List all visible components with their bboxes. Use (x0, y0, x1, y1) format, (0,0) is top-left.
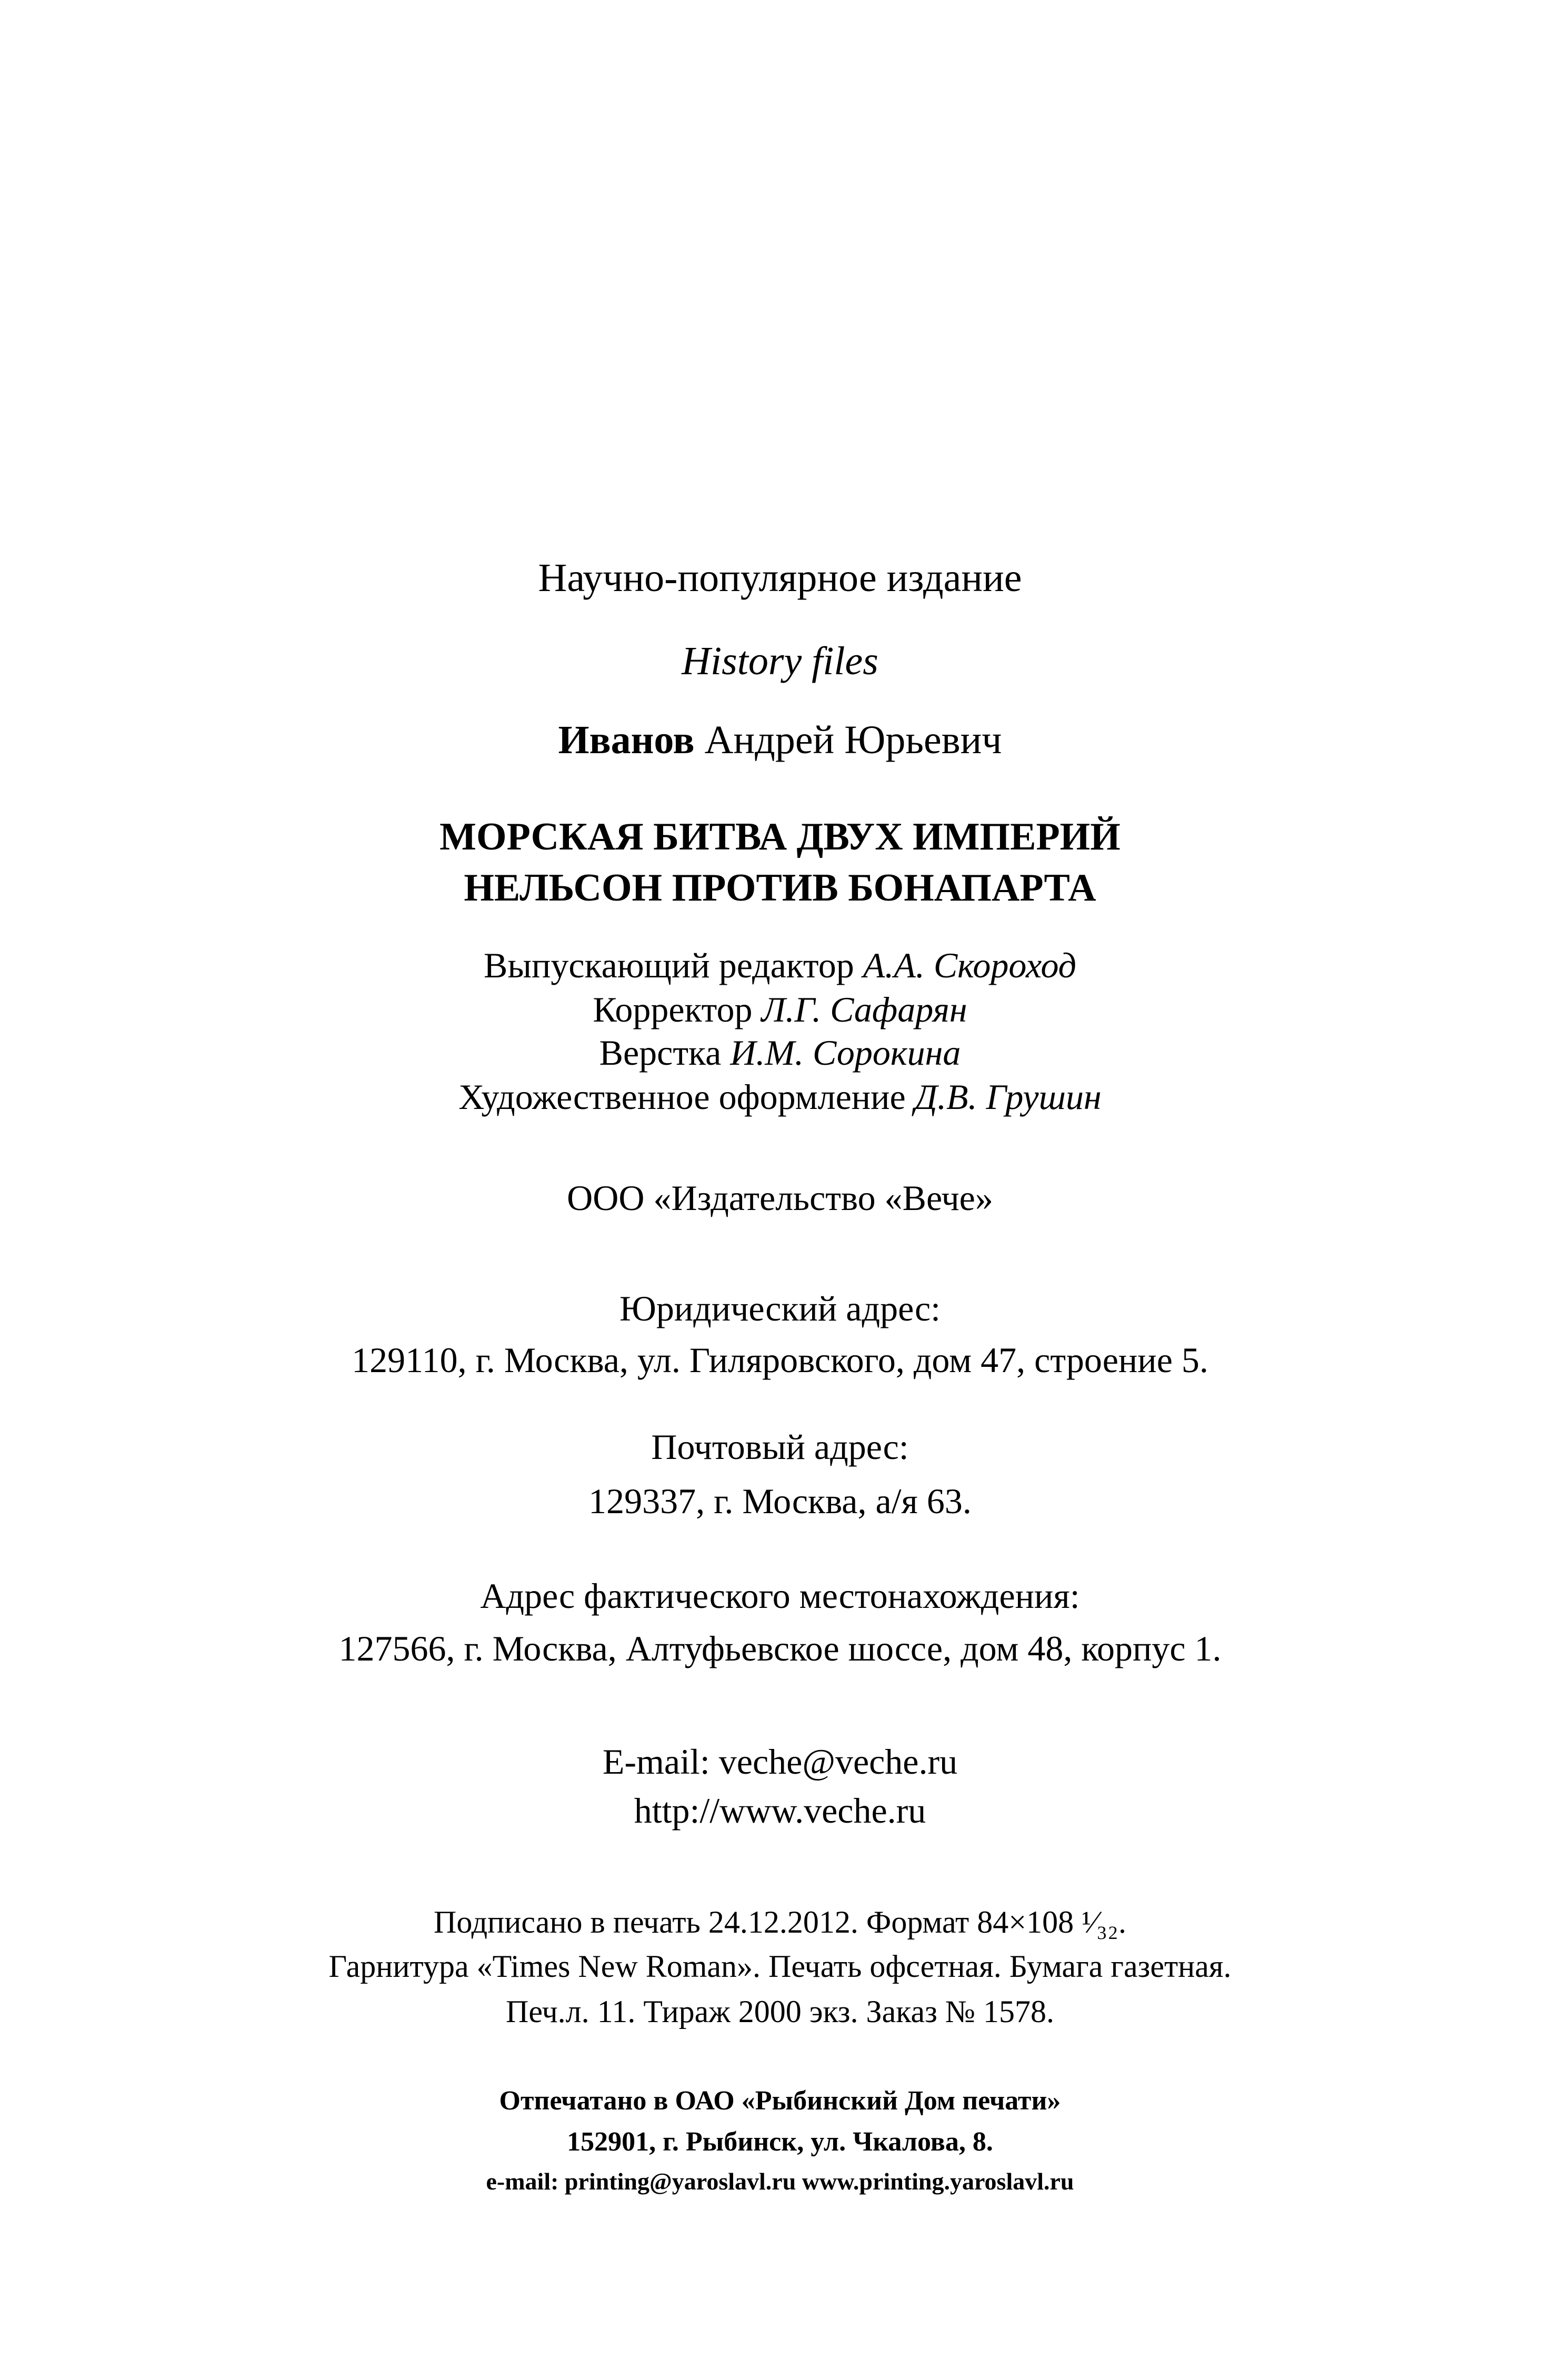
credit-person: Д.В. Грушин (914, 1077, 1102, 1117)
contact-website: http://www.veche.ru (634, 1791, 926, 1831)
book-title-line1: МОРСКАЯ БИТВА ДВУХ ИМПЕРИЙ (439, 815, 1121, 858)
credit-layout (0, 1035, 1560, 1071)
postal-address-value: 129337, г. Москва, а/я 63. (588, 1481, 972, 1521)
credit-person: И.М. Сорокина (730, 1033, 961, 1073)
edition-type: Научно-популярное издание (538, 556, 1022, 600)
print-info-line2: Гарнитура «Times New Roman». Печать офсетная. Бумага газетная. (328, 1949, 1232, 1984)
legal-address-label: Юридический адрес: (619, 1288, 941, 1328)
credit-person: А.А. Скороход (863, 945, 1077, 985)
publisher-name: ООО «Издательство «Вече» (567, 1178, 993, 1218)
book-title-line2: НЕЛЬСОН ПРОТИВ БОНАПАРТА (464, 866, 1096, 909)
actual-address-value: 127566, г. Москва, Алтуфьевское шоссе, дом 48, корпус 1. (338, 1628, 1222, 1668)
credit-art-design (0, 1079, 1560, 1115)
credit-editor (0, 947, 1560, 983)
print-info-line1: Подписано в печать 24.12.2012. Формат 84×108 ¹⁄₃₂. (434, 1905, 1126, 1939)
legal-address-value: 129110, г. Москва, ул. Гиляровского, дом 47, строение 5. (352, 1340, 1208, 1380)
printer-contacts: e-mail: printing@yaroslavl.ru www.printing.yaroslavl.ru (486, 2168, 1074, 2195)
credit-proofreader (0, 989, 1560, 1029)
author-surname: Иванов (558, 718, 695, 762)
credit-role: Верстка (599, 1033, 722, 1073)
author-line (0, 720, 1560, 760)
printer-line2: 152901, г. Рыбинск, ул. Чкалова, 8. (567, 2127, 993, 2157)
series-name: History files (682, 639, 878, 683)
printer-line1: Отпечатано в ОАО «Рыбинский Дом печати» (499, 2086, 1061, 2116)
postal-address-label: Почтовый адрес: (651, 1427, 909, 1467)
credit-role: Выпускающий редактор (483, 945, 854, 985)
credit-role: Художественное оформление (458, 1077, 906, 1117)
credit-person: Л.Г. Сафарян (761, 989, 967, 1029)
print-info-line3: Печ.л. 11. Тираж 2000 экз. Заказ № 1578. (505, 1994, 1055, 2029)
contact-email: E-mail: veche@veche.ru (602, 1742, 958, 1782)
actual-address-label: Адрес фактического местонахождения: (480, 1576, 1080, 1616)
credit-role: Корректор (593, 989, 753, 1029)
author-given-names: Андрей Юрьевич (704, 718, 1002, 762)
